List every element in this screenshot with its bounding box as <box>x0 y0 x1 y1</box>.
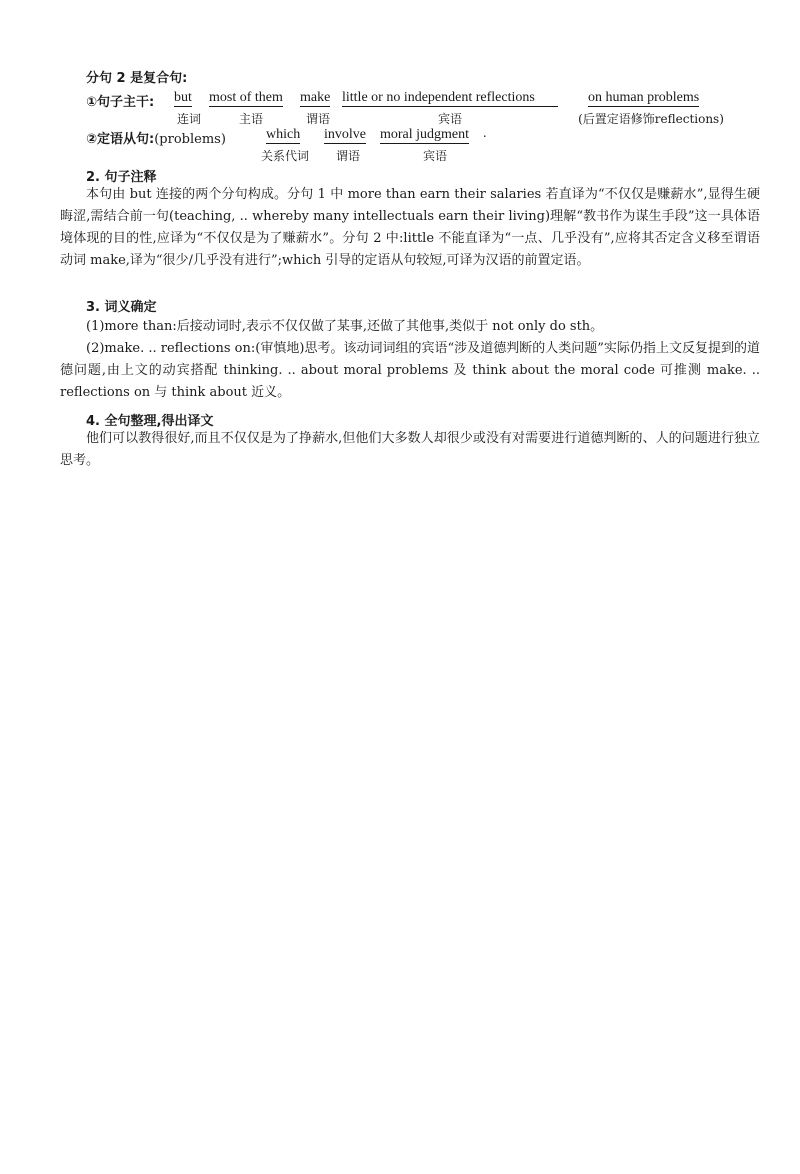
attr-clause-label: ②定语从句: <box>86 132 155 147</box>
word-on-human-problems: on human problems <box>588 90 700 105</box>
translation-paragraph: 他们可以教得很好,而且不仅仅是为了挣薪水,但他们大多数人却很少或没有对需要进行道德判断的、人的问题进行独立思考。 <box>60 431 760 468</box>
section-heading-word-meaning: 3. 词义确定 <box>86 300 157 315</box>
word-but: but <box>174 90 192 105</box>
section-heading-translation: 4. 全句整理,得出译文 <box>86 414 214 429</box>
word-moral-judgment: moral judgment <box>380 127 470 142</box>
word-meaning-paragraph-1: (1)more than:后接动词时,表示不仅仅做了某事,还做了其他事,类似于 not only do sth。 <box>86 319 604 334</box>
attr-clause-period: . <box>483 126 487 141</box>
section-heading-notes: 2. 句子注释 <box>86 170 157 185</box>
word-most-of-them: most of them <box>209 90 283 105</box>
notes-body <box>60 184 760 272</box>
role-post-attributive: (后置定语修饰reflections) <box>578 112 724 126</box>
role-relative-pronoun: 关系代词 <box>260 149 309 163</box>
translation-body <box>60 428 760 472</box>
clause2-heading: 分句 2 是复合句: <box>86 71 188 86</box>
main-trunk-label: ①句子主干: <box>86 95 155 110</box>
role-subject: 主语 <box>238 112 263 126</box>
word-involve: involve <box>324 127 366 142</box>
word-which: which <box>266 127 301 142</box>
role-conjunction: 连词 <box>176 112 201 126</box>
attr-clause-antecedent: (problems) <box>154 132 226 147</box>
word-independent-reflections: little or no independent reflections <box>342 89 558 107</box>
notes-paragraph: 本句由 but 连接的两个分句构成。分句 1 中 more than earn their salaries 若直译为“不仅仅是赚薪水”,显得生硬晦涩,需结合前一句(teaching, .. whereby many intellectuals earn their living)理解“教书作为谋生手段”这一具体语境体现的目的性,应译为“不仅仅是为了赚薪水”。分句 2 中:little 不能直译为“一点、几乎没有”,应将其否定含义移至谓语动词 make,译为“很少/几乎没有进行”;which 引导的定语从句较短,可译为汉语的前置定语。 <box>60 187 760 268</box>
word-meaning-paragraph-2: (2)make. .. reflections on:(审慎地)思考。该动词词组的宾语“涉及道德判断的人类问题”实际仍指上文反复提到的道德问题,由上文的动宾搭配 thinking. .. about moral problems 及 think about the moral code 可推测 make. .. reflections on 与 think about 近义。 <box>60 341 760 400</box>
role-predicate: 谓语 <box>305 112 330 126</box>
attr-clause-line <box>86 128 226 147</box>
word-make: make <box>300 90 331 105</box>
word-meaning-body <box>60 316 760 404</box>
role-clause-object: 宾语 <box>422 149 447 163</box>
role-clause-predicate: 谓语 <box>335 149 360 163</box>
role-object: 宾语 <box>437 112 462 126</box>
